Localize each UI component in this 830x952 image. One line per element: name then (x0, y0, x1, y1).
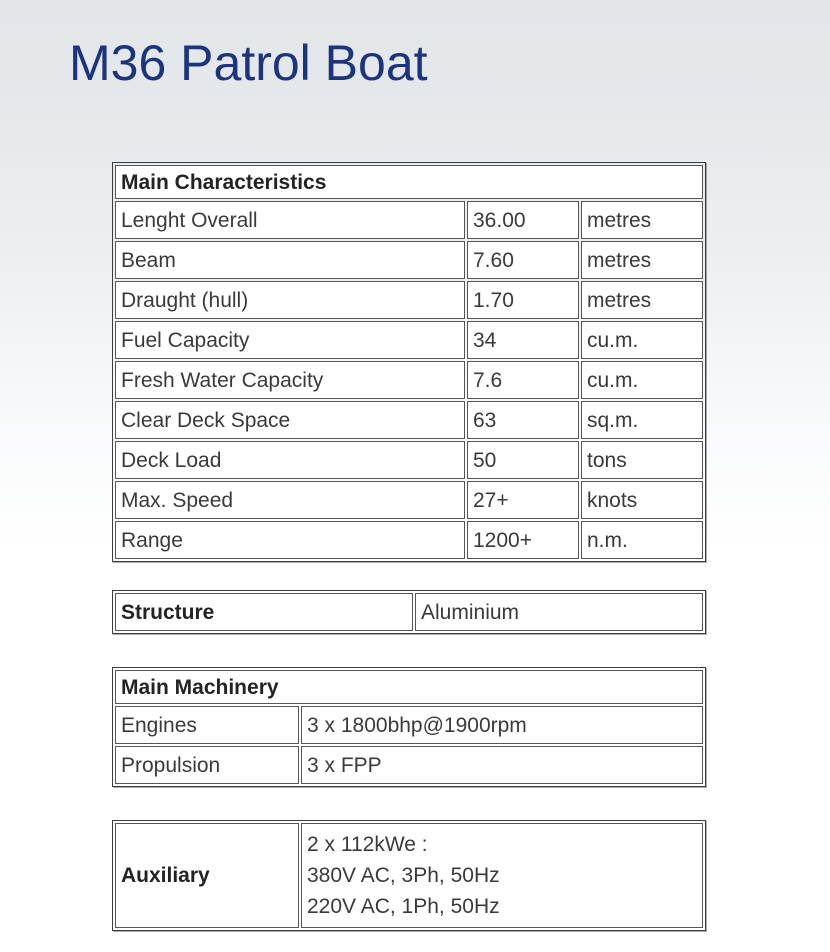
main-machinery-table (112, 667, 706, 787)
auxiliary-line: 380V AC, 3Ph, 50Hz (307, 864, 500, 887)
machinery-label: Propulsion (115, 746, 299, 784)
table-row (115, 361, 703, 399)
table-row (115, 593, 703, 631)
spec-value: 7.6 (467, 361, 579, 399)
spec-unit: n.m. (581, 521, 703, 559)
table-row (115, 706, 703, 744)
spec-label: Fresh Water Capacity (115, 361, 465, 399)
auxiliary-table (112, 820, 706, 931)
table-row (115, 521, 703, 559)
page-title: M36 Patrol Boat (69, 35, 428, 91)
table-row (115, 281, 703, 319)
table-row (115, 823, 703, 928)
spec-value: 1200+ (467, 521, 579, 559)
spec-unit: cu.m. (581, 321, 703, 359)
auxiliary-label: Auxiliary (115, 823, 299, 928)
spec-unit: cu.m. (581, 361, 703, 399)
structure-label: Structure (115, 593, 413, 631)
table-row (115, 481, 703, 519)
structure-table (112, 590, 706, 634)
spec-label: Draught (hull) (115, 281, 465, 319)
section-header-row (115, 165, 703, 199)
spec-value: 50 (467, 441, 579, 479)
spec-label: Deck Load (115, 441, 465, 479)
table-row (115, 746, 703, 784)
section-header: Main Machinery (115, 670, 703, 704)
spec-unit: metres (581, 201, 703, 239)
machinery-value: 3 x 1800bhp@1900rpm (301, 706, 703, 744)
spec-label: Lenght Overall (115, 201, 465, 239)
auxiliary-line: 220V AC, 1Ph, 50Hz (307, 895, 500, 918)
table-row (115, 441, 703, 479)
structure-value: Aluminium (415, 593, 703, 631)
spec-unit: metres (581, 241, 703, 279)
section-header: Main Characteristics (115, 165, 703, 199)
spec-label: Max. Speed (115, 481, 465, 519)
spec-label: Range (115, 521, 465, 559)
spec-value: 1.70 (467, 281, 579, 319)
table-row (115, 321, 703, 359)
spec-unit: knots (581, 481, 703, 519)
spec-value: 36.00 (467, 201, 579, 239)
spec-value: 63 (467, 401, 579, 439)
main-characteristics-table (112, 162, 706, 562)
spec-label: Beam (115, 241, 465, 279)
spec-label: Clear Deck Space (115, 401, 465, 439)
table-row (115, 241, 703, 279)
spec-value: 27+ (467, 481, 579, 519)
spec-unit: sq.m. (581, 401, 703, 439)
machinery-value: 3 x FPP (301, 746, 703, 784)
section-header-row (115, 670, 703, 704)
auxiliary-line: 2 x 112kWe : (307, 833, 428, 856)
auxiliary-value (301, 823, 703, 928)
spec-value: 7.60 (467, 241, 579, 279)
table-row (115, 401, 703, 439)
table-row (115, 201, 703, 239)
spec-unit: tons (581, 441, 703, 479)
spec-unit: metres (581, 281, 703, 319)
spec-label: Fuel Capacity (115, 321, 465, 359)
machinery-label: Engines (115, 706, 299, 744)
spec-value: 34 (467, 321, 579, 359)
